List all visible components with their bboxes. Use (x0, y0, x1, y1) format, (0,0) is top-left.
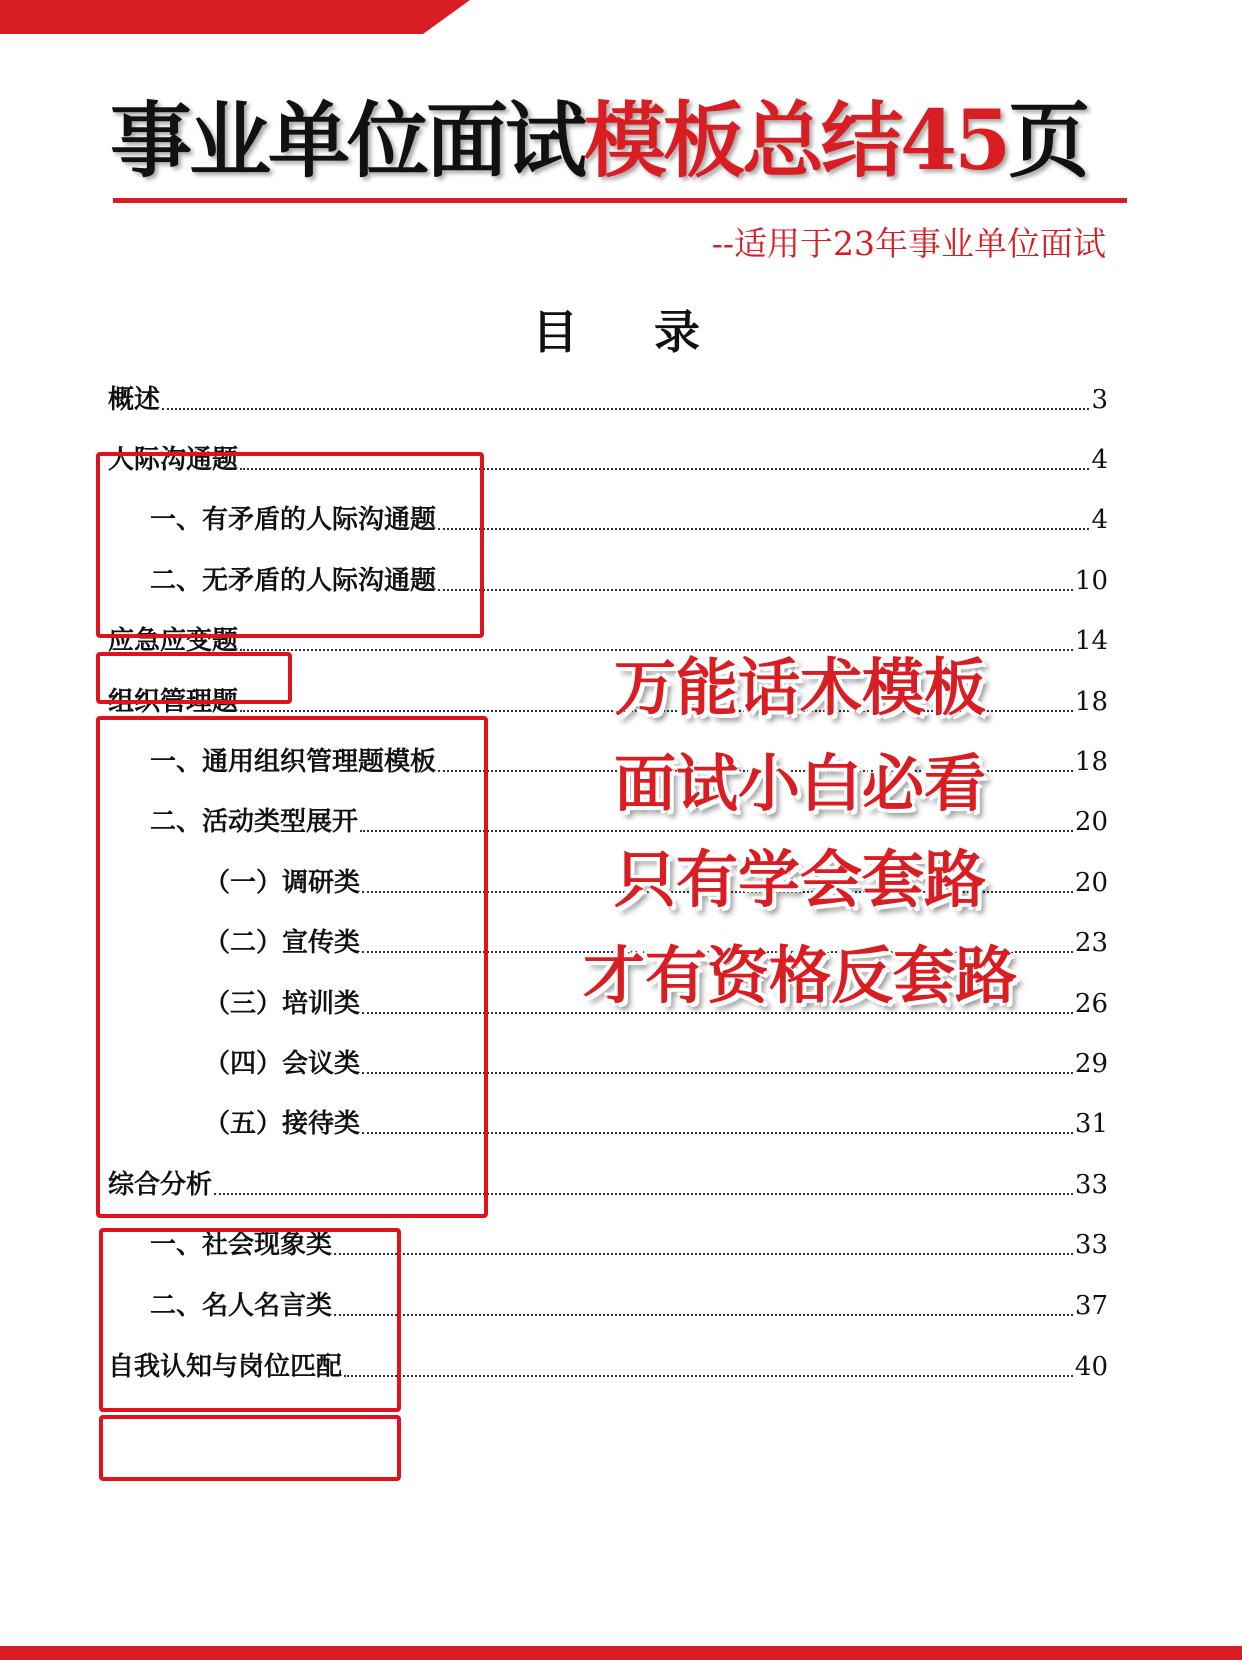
toc-page-number: 37 (1074, 1291, 1108, 1321)
toc-label: 人际沟通题 (108, 445, 239, 475)
toc-row[interactable] (108, 1347, 1108, 1387)
toc-row[interactable] (108, 1165, 1108, 1205)
toc-label: 概述 (108, 385, 161, 415)
toc-label: （五）接待类 (204, 1109, 361, 1139)
toc-page-number: 18 (1074, 747, 1108, 777)
toc-leader-dots (162, 408, 1089, 410)
toc-row[interactable] (108, 1286, 1108, 1326)
toc-heading: 目 录 (531, 305, 730, 359)
toc-page-number: 10 (1074, 566, 1108, 596)
promo-overlay-text (540, 640, 1060, 1024)
toc-page-number: 23 (1074, 928, 1108, 958)
toc-page-number: 4 (1091, 445, 1108, 475)
title-part-red: 模板总结 (584, 93, 901, 189)
toc-page-number: 18 (1074, 687, 1108, 717)
title-page-count: 45 (900, 93, 1009, 189)
toc-row[interactable] (108, 1225, 1108, 1265)
toc-leader-dots (334, 1253, 1073, 1255)
toc-row[interactable] (108, 1044, 1108, 1084)
toc-row[interactable] (108, 561, 1108, 601)
toc-page-number: 20 (1074, 807, 1108, 837)
top-red-banner (0, 0, 470, 34)
toc-label: 二、名人名言类 (150, 1291, 333, 1321)
subtitle: --适用于23年事业单位面试 (711, 224, 1106, 263)
toc-page-number: 33 (1074, 1230, 1108, 1260)
title-underline (113, 198, 1127, 203)
toc-label: 自我认知与岗位匹配 (108, 1352, 343, 1382)
toc-row[interactable] (108, 380, 1108, 420)
toc-page-number: 3 (1091, 385, 1108, 415)
toc-page-number: 26 (1074, 989, 1108, 1019)
toc-page-number: 29 (1074, 1049, 1108, 1079)
toc-row[interactable] (108, 440, 1108, 480)
toc-label: （三）培训类 (204, 989, 361, 1019)
overlay-line: 面试小白必看 (613, 747, 986, 820)
toc-label: 一、通用组织管理题模板 (150, 747, 437, 777)
document-title (110, 86, 1140, 196)
toc-leader-dots (362, 1072, 1073, 1074)
bottom-red-bar (0, 1646, 1242, 1660)
toc-row[interactable] (108, 1104, 1108, 1144)
toc-page-number: 20 (1074, 868, 1108, 898)
toc-leader-dots (362, 1132, 1073, 1134)
title-part-end: 页 (1008, 93, 1088, 189)
toc-label: 一、社会现象类 (150, 1230, 333, 1260)
toc-leader-dots (214, 1193, 1073, 1195)
toc-leader-dots (344, 1375, 1073, 1377)
toc-row[interactable] (108, 500, 1108, 540)
overlay-line: 万能话术模板 (613, 651, 986, 724)
toc-page-number: 31 (1074, 1109, 1108, 1139)
toc-label: 一、有矛盾的人际沟通题 (150, 505, 437, 535)
toc-leader-dots (438, 589, 1073, 591)
toc-label: 综合分析 (108, 1170, 213, 1200)
toc-label: （四）会议类 (204, 1049, 361, 1079)
overlay-line: 才有资格反套路 (582, 939, 1017, 1012)
toc-page-number: 33 (1074, 1170, 1108, 1200)
toc-label: 应急应变题 (108, 626, 239, 656)
toc-label: 二、活动类型展开 (150, 807, 359, 837)
toc-leader-dots (240, 468, 1089, 470)
toc-leader-dots (438, 528, 1089, 530)
toc-leader-dots (334, 1314, 1073, 1316)
highlight-box-self-cognition (99, 1415, 401, 1481)
toc-page-number: 40 (1074, 1352, 1108, 1382)
title-part-black: 事业单位面试 (110, 93, 585, 189)
overlay-line: 只有学会套路 (613, 843, 986, 916)
toc-label: 组织管理题 (108, 687, 239, 717)
toc-page-number: 14 (1074, 626, 1108, 656)
toc-label: （一）调研类 (204, 868, 361, 898)
toc-label: （二）宣传类 (204, 928, 361, 958)
toc-label: 二、无矛盾的人际沟通题 (150, 566, 437, 596)
toc-page-number: 4 (1091, 505, 1108, 535)
